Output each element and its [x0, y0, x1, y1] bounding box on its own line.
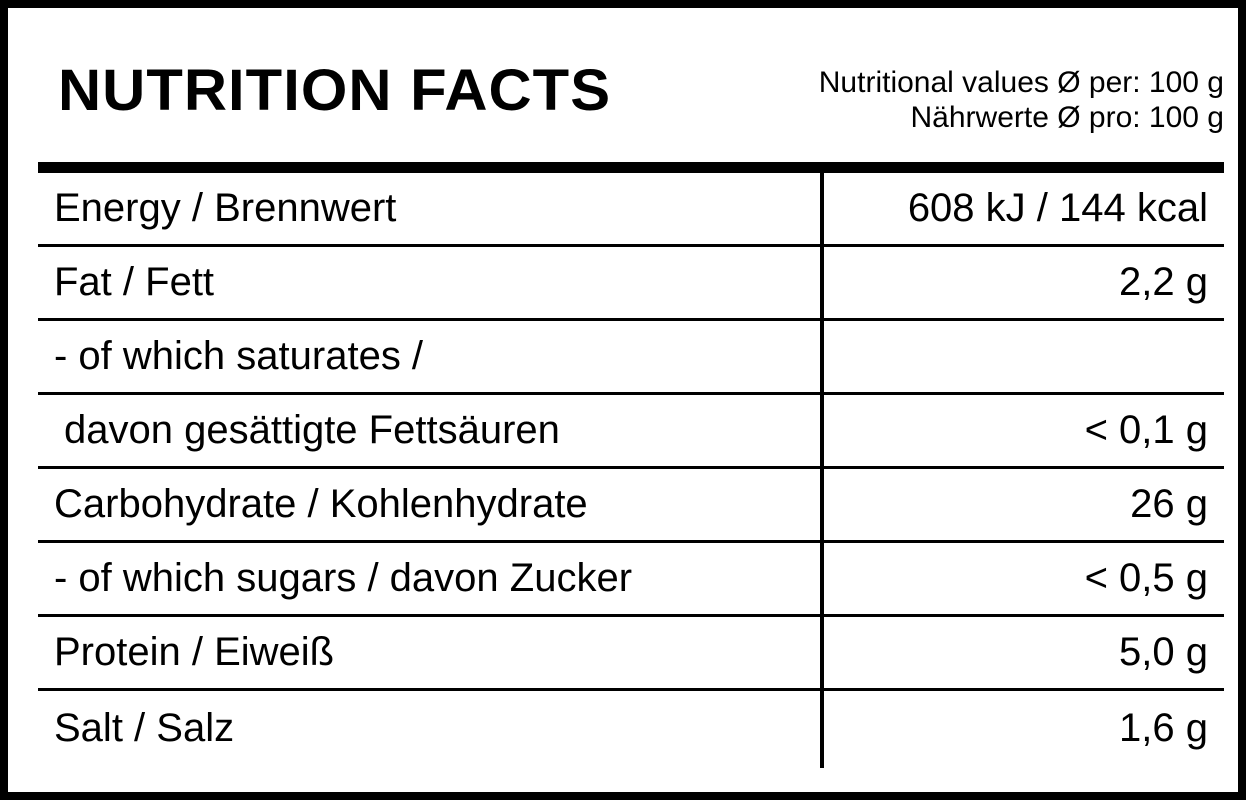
label-header: [38, 34, 1224, 162]
nutrient-name: - of which saturates /: [54, 334, 424, 378]
nutrient-name: - of which sugars / davon Zucker: [54, 556, 633, 600]
nutrient-value: 5,0 g: [1119, 630, 1208, 674]
nutrition-table: [38, 173, 1224, 765]
per-serving-line-de: Nährwerte Ø pro: 100 g: [910, 100, 1224, 134]
nutrient-name: Protein / Eiweiß: [54, 630, 335, 674]
table-row: [38, 173, 1224, 247]
nutrient-name: Carbohydrate / Kohlenhydrate: [54, 482, 588, 526]
nutrient-value: 26 g: [1130, 482, 1208, 526]
nutrient-value: < 0,1 g: [1084, 408, 1208, 452]
nutrient-value: < 0,5 g: [1084, 556, 1208, 600]
label-inner: [38, 34, 1224, 774]
nutrient-value: 608 kJ / 144 kcal: [907, 186, 1208, 230]
nutrient-name: Fat / Fett: [54, 260, 215, 304]
page-title: NUTRITION FACTS: [58, 58, 612, 123]
per-serving-line-en: Nutritional values Ø per: 100 g: [818, 66, 1224, 99]
nutrient-name: Energy / Brennwert: [54, 186, 397, 230]
table-row: [38, 395, 1224, 469]
table-row: [38, 247, 1224, 321]
nutrient-value: 1,6 g: [1119, 705, 1208, 750]
table-row: [38, 321, 1224, 395]
nutrient-name: Salt / Salz: [54, 705, 235, 750]
nutrient-name: davon gesättigte Fettsäuren: [64, 408, 560, 452]
table-row: [38, 617, 1224, 691]
nutrient-value: 2,2 g: [1119, 260, 1208, 304]
per-serving-block: [819, 66, 1224, 136]
table-row: [38, 543, 1224, 617]
header-divider: [38, 162, 1224, 173]
table-row: [38, 691, 1224, 765]
table-row: [38, 469, 1224, 543]
